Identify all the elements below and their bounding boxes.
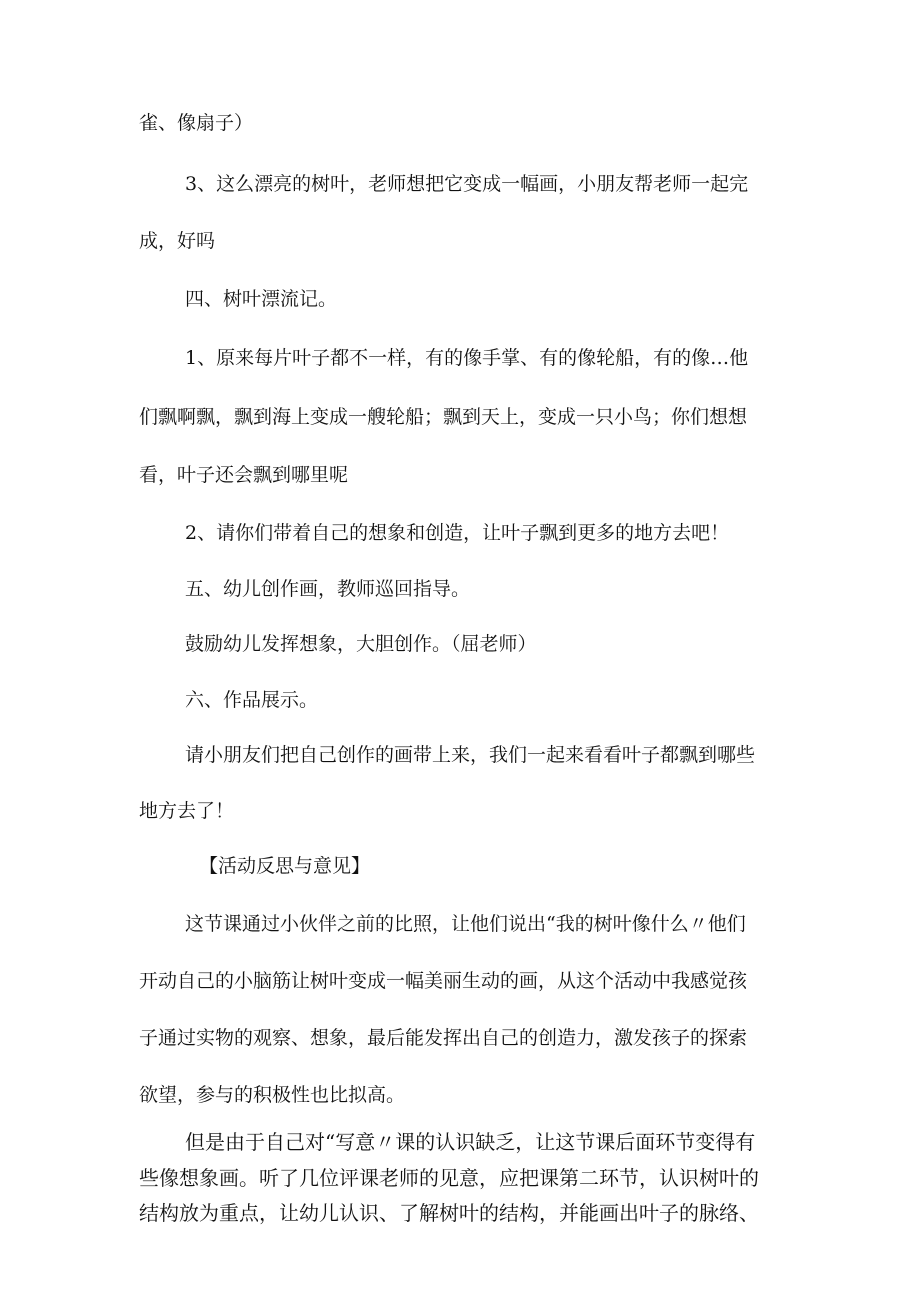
text-line-6: 们飘啊飘，飘到海上变成一艘轮船；飘到天上，变成一只小鸟；你们想想 [139,406,748,428]
text-line-13: 地方去了！ [139,800,235,822]
text-line-18: 欲望，参与的积极性也比拟高。 [139,1084,406,1106]
text-line-16: 开动自己的小脑筋让树叶变成一幅美丽生动的画，从这个活动中我感觉孩 [139,970,748,992]
text-line-19: 但是由于自己对“写意〃课的认识缺乏，让这节课后面环节变得有 [185,1130,756,1154]
text-line-10: 鼓励幼儿发挥想象，大胆创作。（屈老师） [185,633,537,655]
section-heading-5: 五、幼儿创作画，教师巡回指导。 [185,578,471,600]
text-line-2: 3、这么漂亮的树叶，老师想把它变成一幅画，小朋友帮老师一起完 [185,173,749,195]
section-heading-4: 四、树叶漂流记。 [185,288,338,310]
text-line-17: 子通过实物的观察、想象，最后能发挥出自己的创造力，激发孩子的探索 [139,1027,748,1049]
text-line-12: 请小朋友们把自己创作的画带上来，我们一起来看看叶子都飘到哪些 [185,744,756,766]
section-heading-6: 六、作品展示。 [185,689,319,711]
text-line-3: 成，好吗 [139,230,216,252]
text-line-1: 雀、像扇子） [139,112,254,134]
text-line-7: 看，叶子还会飘到哪里呢 [139,464,349,486]
text-line-15: 这节课通过小伙伴之前的比照，让他们说出“我的树叶像什么〃他们 [185,913,746,935]
text-line-8: 2、请你们带着自己的想象和创造，让叶子飘到更多的地方去吧！ [185,522,730,544]
text-line-21: 结构放为重点，让幼儿认识、了解树叶的结构，并能画出叶子的脉络、 [139,1201,759,1225]
text-line-5: 1、原来每片叶子都不一样，有的像手掌、有的像轮船，有的像…他 [185,347,749,369]
text-line-20: 些像想象画。听了几位评课老师的见意，应把课第二环节，认识树叶的 [139,1166,759,1190]
reflection-heading: 【活动反思与意见】 [199,855,371,877]
